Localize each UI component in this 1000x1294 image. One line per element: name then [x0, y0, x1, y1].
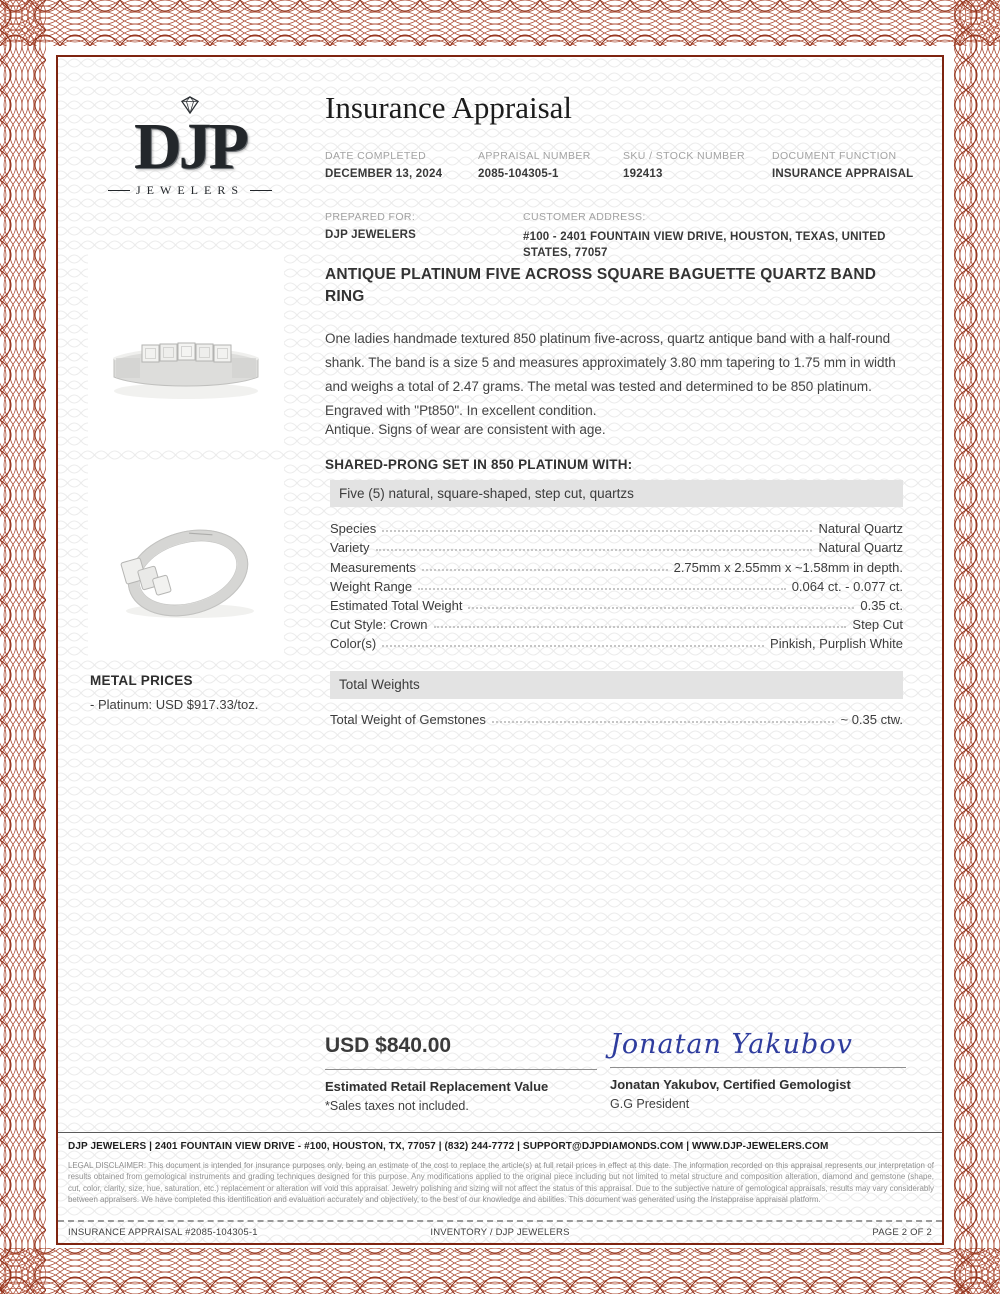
document-title: Insurance Appraisal — [325, 90, 573, 125]
dot-leader — [418, 588, 786, 590]
total-weights-bar: Total Weights — [330, 671, 903, 699]
signature-block — [610, 1022, 906, 1111]
attribute-value: Step Cut — [852, 617, 903, 633]
prepared-for — [325, 211, 416, 241]
dashed-divider — [58, 1220, 942, 1222]
meta-label: PREPARED FOR: — [325, 211, 416, 223]
meta-label: APPRAISAL NUMBER — [478, 150, 591, 162]
item-condition: Antique. Signs of wear are consistent with age. — [325, 422, 606, 437]
signature-name: Jonatan Yakubov, Certified Gemologist — [610, 1077, 851, 1092]
attribute-label: Estimated Total Weight — [330, 597, 463, 613]
attribute-value: Pinkish, Purplish White — [770, 636, 903, 652]
page-info-right: PAGE 2 OF 2 — [872, 1227, 932, 1238]
dot-leader — [468, 607, 854, 609]
valuation-block — [325, 1034, 597, 1113]
attribute-row — [330, 632, 903, 651]
gemstone-summary-bar: Five (5) natural, square-shaped, step cut, quartzs — [330, 480, 903, 507]
attribute-label: Species — [330, 521, 377, 537]
meta-sku-number — [623, 150, 745, 180]
gemstone-section-heading: SHARED-PRONG SET IN 850 PLATINUM WITH: — [325, 457, 633, 472]
item-description: One ladies handmade textured 850 platinum five-across, quartz antique band with a half-round shank. The band is a size 5 and measures approximately 3.80 mm tapering to 1.75 mm in width and weighs a total of 2.47 grams. The metal was tested and determined to be 850 platinum. Engraved with "Pt850". In excellent condition. — [325, 331, 896, 418]
attribute-label: Weight Range — [330, 578, 413, 594]
ring-side-image — [88, 461, 284, 657]
item-title: ANTIQUE PLATINUM FIVE ACROSS SQUARE BAGUETTE QUARTZ BAND RING — [325, 266, 877, 305]
meta-date-completed — [325, 150, 442, 180]
meta-value: INSURANCE APPRAISAL — [772, 168, 914, 180]
total-weight-label: Total Weight of Gemstones — [330, 712, 486, 728]
attribute-value: 0.064 ct. - 0.077 ct. — [791, 578, 903, 594]
meta-label: DOCUMENT FUNCTION — [772, 150, 897, 162]
ring-photo-front — [88, 250, 284, 446]
dot-leader — [382, 530, 812, 532]
brand-text: DJP — [134, 110, 246, 183]
platinum-price: - Platinum: USD $917.33/toz. — [90, 697, 259, 712]
ring-front-image — [88, 250, 284, 446]
meta-value: #100 - 2401 FOUNTAIN VIEW DRIVE, HOUSTON, TEXAS, UNITED STATES, 77057 — [523, 231, 886, 259]
meta-value: 2085-104305-1 — [478, 168, 559, 180]
attribute-label: Variety — [330, 540, 370, 556]
gemstone-attribute-list — [330, 517, 903, 651]
page-info-center: INVENTORY / DJP JEWELERS — [430, 1227, 570, 1238]
meta-value: 192413 — [623, 168, 663, 180]
attribute-value: Natural Quartz — [818, 540, 903, 556]
footer-contact: DJP JEWELERS | 2401 FOUNTAIN VIEW DRIVE - #100, HOUSTON, TX, 77057 | (832) 244-7772 | SUPPORT@DJPDIAMONDS.COM | WWW.DJP-JEWELERS.COM — [68, 1141, 829, 1152]
footer-divider — [58, 1132, 942, 1133]
dot-leader — [376, 549, 813, 551]
meta-value: DJP JEWELERS — [325, 229, 417, 241]
meta-value: DECEMBER 13, 2024 — [325, 168, 443, 180]
total-weight-row — [330, 708, 903, 727]
signature-script: Jonatan Yakubov — [610, 1022, 906, 1068]
dot-leader — [434, 626, 847, 628]
dot-leader — [422, 569, 668, 571]
logo-divider-right — [250, 190, 272, 191]
attribute-value: Natural Quartz — [818, 521, 903, 537]
attribute-value: 2.75mm x 2.55mm x ~1.58mm in depth. — [673, 559, 903, 575]
signature-title: G.G President — [610, 1097, 690, 1111]
meta-appraisal-number — [478, 150, 591, 180]
jewelers-text: JEWELERS — [136, 183, 244, 197]
valuation-label: Estimated Retail Replacement Value — [325, 1079, 549, 1094]
meta-label: SKU / STOCK NUMBER — [623, 150, 745, 162]
logo-divider-left — [108, 190, 130, 191]
appraised-value: USD $840.00 — [325, 1034, 597, 1070]
tax-note: *Sales taxes not included. — [325, 1099, 469, 1113]
legal-disclaimer: LEGAL DISCLAIMER: This document is intended for insurance purposes only, being an estimate of the cost to replace the article(s) at full retail prices in effect at this date. The information recorded on this appraisal represents our interpretation of results obtained from gemological instruments and grading techniques designed for this purpose. Any modifications applied to the original piece including but not limited to metal structure and composition alteration, diamond and gemstone (shape, cut, color, clarity, size, hue, saturation, etc.) replacement or alteration will void this appraisal. Jewelry polishing and sizing will not affect the status of this appraisal. Due to the subjective nature of gemological appraisals, results may vary considerably between appraisers. We have completed this identification and evaluation accurately and objectively, to the best of our knowledge and abilities. This document was generated using the Instappraise appraisal platform. — [68, 1161, 934, 1205]
dot-leader — [492, 721, 835, 723]
attribute-label: Measurements — [330, 559, 416, 575]
metal-prices — [90, 673, 320, 712]
attribute-row — [330, 594, 903, 613]
dot-leader — [382, 645, 764, 647]
attribute-row — [330, 536, 903, 555]
attribute-value: 0.35 ct. — [860, 597, 903, 613]
attribute-row — [330, 517, 903, 536]
attribute-row — [330, 575, 903, 594]
attribute-row — [330, 555, 903, 574]
metal-prices-heading: METAL PRICES — [90, 673, 193, 688]
meta-document-function — [772, 150, 913, 180]
attribute-label: Color(s) — [330, 636, 377, 652]
customer-address — [523, 211, 909, 261]
meta-label: CUSTOMER ADDRESS: — [523, 211, 646, 223]
page-info-bar — [58, 1227, 942, 1238]
page-info-left: INSURANCE APPRAISAL #2085-104305-1 — [68, 1227, 258, 1238]
attribute-row — [330, 613, 903, 632]
attribute-label: Cut Style: Crown — [330, 617, 428, 633]
total-weight-value: ~ 0.35 ctw. — [840, 712, 903, 728]
brand-logo — [100, 96, 280, 198]
ring-photo-side — [88, 461, 284, 657]
meta-label: DATE COMPLETED — [325, 150, 427, 162]
